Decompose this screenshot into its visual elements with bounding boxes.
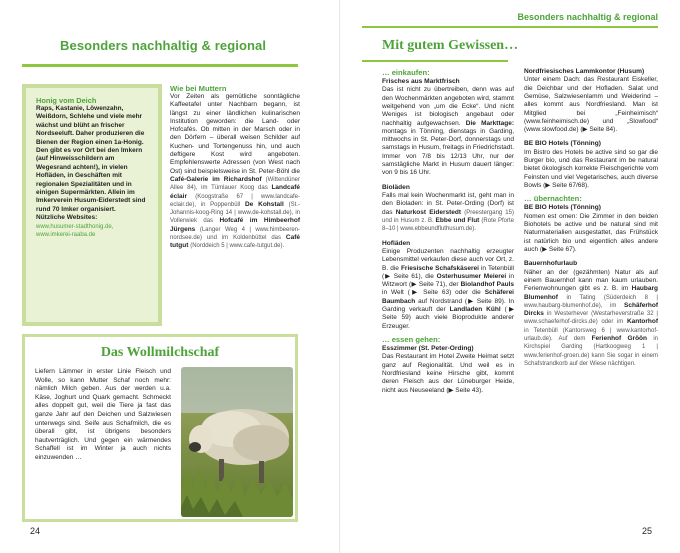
bebio-restaurant-subheading: BE BIO Hotels (Tönning)	[524, 140, 601, 148]
lammkontor-text: Unter einem Dach: das Restaurant Eiskeller, die Deichbar und der Hofladen. Salat und Gemüse, Salzwiesenlamm und Weiderind – alles kommt aus Nordfriesland. Man ist Mitglied bei „Feinheimisch“ (www.feinheimisch.de) und „Slowfood“ (www.slowfood.de) (▶ Seite 84).	[524, 76, 658, 134]
wollmilchschaf-box	[22, 334, 298, 522]
sidebar-links-label: Nützliche Websites:	[36, 214, 98, 222]
hofladen-name-5: Landladen Kühl	[449, 306, 505, 314]
right-page-title: Mit gutem Gewissen…	[382, 38, 519, 53]
cafe-ref-5: (Norddeich 5 | www.cafe-tutgut.de).	[190, 243, 285, 250]
bioladen-ref-1: (Preestergang 15) und in Husum z. B.	[382, 209, 514, 224]
bauernhof-name-4: Ferienhof Gröön	[591, 335, 654, 343]
bauernhof-name-2: Schäferhof Dircks	[524, 301, 658, 318]
left-page-number: 24	[30, 526, 41, 536]
hofladen-ref-3: in Welt (▶ Seite 63) oder die	[382, 289, 485, 297]
bauernhof-name-1: Haubarg Blumenhof	[524, 285, 658, 301]
hofladen-ref-4: auf Nordstrand (▶ Seite 89). In Garding verkauft der	[382, 297, 514, 314]
cafe-ref-2: (Koogstraße 67 | www.landcafe-eclair.de), in Poppenbüll	[170, 193, 300, 208]
hofladen-name-2: Osterhusumer Meierei	[436, 272, 509, 280]
bauernhof-intro: Näher an der (gezähmten) Natur als auf einem Bauernhof kann man kaum urlauben. Ferienwohnungen gibt es z. B. im	[524, 268, 658, 293]
cafe-name-3: De Kohstall	[244, 200, 289, 208]
hofladen-ref-1: in Tetenbüll (▶ Seite 61), die	[382, 264, 514, 280]
sheep-illustration	[181, 367, 293, 517]
hofladen-name-3: Biolandhof Pauls	[460, 281, 514, 289]
bauernhof-ref-3: in Tetenbüll (Kantorsweg 6 | www.kantorhof-urlaub.de). Auf dem	[524, 327, 658, 343]
running-head-rule	[362, 26, 658, 28]
bebio-hotel-subheading: BE BIO Hotels (Tönning)	[524, 204, 601, 212]
bioladen-intro: Falls mal kein Wochenmarkt ist, geht man in den Bioladen: in St. Peter-Ording (Dorf) ist das	[382, 192, 514, 216]
bioladen-subheading: Bioläden	[382, 183, 410, 191]
bioladen-text	[382, 192, 514, 233]
honey-sidebar-box	[22, 84, 162, 326]
running-head: Besonders nachhaltig & regional	[517, 12, 658, 22]
sidebar-link-1[interactable]: www.husumer-stadthonig.de,	[36, 223, 114, 230]
cafe-ref-1: (Wittendüner Allee 84), im Tümlauer Koog das	[170, 176, 300, 192]
cafe-name-1: Café-Galerie im Richardshof	[170, 175, 266, 183]
market-days-text: montags in Tönning, dienstags in Garding, mittwochs in St. Peter-Dorf, donnerstags und samstags in Husum, freitags in Friedrichstadt. Immer von 7/8 bis 12/13 Uhr, nur der samstägliche Markt in Husum dauert länger: von 9 bis 16 Uhr.	[382, 127, 514, 177]
cafe-ref-4: (Langer Weg 4 | www.himbeeren-nordsee.de) und im Koldenbüttel das	[170, 226, 300, 242]
esszimmer-text: Das Restaurant im Hotel Zweite Heimat setzt ganz auf Regionalität. Und weil es in Nordfriesland keine Hirsche gibt, kommt deren Fleisch aus der Lüneburger Heide, nicht aus Neuseeland (▶ Seite 43).	[382, 353, 514, 394]
right-title-rule	[362, 60, 508, 62]
markets-subheading: Frisches aus Marktfrisch	[382, 78, 460, 85]
cafe-article-heading: Wie bei Muttern	[170, 84, 227, 93]
sidebar-link-2[interactable]: www.imkerei-raaba.de	[36, 231, 96, 238]
cafe-name-5: Café tutgut	[170, 234, 300, 250]
bauernhof-name-3: Kantorhof	[626, 318, 658, 326]
market-days-label: Die Markttage:	[465, 119, 514, 127]
cafe-name-2: Landcafé éclair	[170, 184, 300, 200]
section-overnight-heading: … übernachten:	[524, 194, 582, 204]
bioladen-name-1: Naturkost Eiderstedt	[395, 208, 465, 216]
bauernhof-ref-1: in Tating (Süderdeich 8 | www.haubarg-blumenhof.de), im	[524, 294, 658, 309]
bauernhof-ref-2: in Westerhever (Westarheverstraße 32 | www.schaeferhof-dircks.de) oder im	[524, 311, 658, 326]
sidebar-text: Raps, Kastanie, Löwenzahn, Weißdorn, Schlehe und viele mehr wächst und blüht an frischer Nordseeluft. Daher produzieren die Bienen der Region einen 1a-Honig. Den gibt es vor Ort bei den Imkern (auf Hinweisschildern am Wegesrand achten!), in vielen Hofläden, in Geschäften mit regionalen Spezialitäten und in einigen Supermärkten. Allein im Imkerverein Husum-Eiderstedt sind rund 70 Imker organisiert.	[36, 105, 146, 213]
bioladen-name-2: Ebbe und Flut	[435, 216, 482, 224]
hofladen-intro: Einige Produzenten nachhaltig erzeugter Lebensmittel verkaufen diese auch vor Ort, z. B. die	[382, 247, 514, 272]
section-eating-heading: … essen gehen:	[382, 334, 441, 344]
wollmilchschaf-text: Liefern Lämmer in erster Linie Fleisch und Wolle, so kann Mutter Schaf noch mehr: nämlich Milch geben. Aus der werden u.a. Käse, Joghurt und Quark gemacht. Schmeckt alles doppelt gut, weil die Tiere ja fast das ganze Jahr auf den Deichen und Salzwiesen unterwegs sind. Seife aus Schafmilch, die es überall gibt, ist übrigens besonders hautverträglich. Und gegen ein wärmendes Schaffell ist im Winter ja auch nichts einzuwenden …	[35, 368, 171, 461]
cafe-p1: Vor Zeiten als gemütliche sonntägliche Kaffeetafel unter Nachbarn begann, ist längst zu einer ländlichen kulinarischen Institution geworden: die Land- oder Hofcafés. Ob mitten in der Marsch oder in den Dörfern – überall weisen Schilder auf Kuchen- und Tortengenuss hin, und auch deftigere Kost wird angeboten. Empfehlenswerte Adressen (von West nach Ost) sind beispielsweise in St. Peter-Böhl die	[170, 93, 300, 175]
left-page-title: Besonders nachhaltig & regional	[60, 38, 267, 53]
right-column-2	[524, 64, 658, 368]
bebio-restaurant-text: Im Bistro des Hotels be active sind so gar die Burger bio, und das Restaurant im be natural bietet ökologisch korrekte Fleischgerichte vom Feinsten und viel Vegetarisches, auch diverse Bowls (▶ Seite 67/68).	[524, 148, 658, 190]
hofladen-ref-5: (▶ Seite 59) auch viele Bioprodukte anderer Erzeuger.	[382, 306, 515, 330]
sheep-photo	[181, 367, 293, 517]
cafe-ref-3: (St.-Johannis-koog-Ring 14 | www.de-kohstall.de), in Vollerwiek das	[170, 201, 300, 225]
markets-text	[382, 86, 514, 177]
cafe-name-4: Hofcafé im Himbeerhof Jürgens	[170, 217, 300, 233]
bioladen-ref-2: (Rote Pforte 8–10 | www.ebbeundfluthusum.de).	[382, 217, 514, 233]
bauernhof-subheading: Bauernhofurlaub	[524, 260, 578, 268]
hofladen-ref-2: in Witzwort (▶ Seite 71), der	[382, 272, 514, 289]
bauernhof-ref-4: in Kirchspiel Garding (Hartkoogweg 1 | www.ferienhof-groen.de) kann Sie sogar in einem Schafstrandkorb auf der Wiese nächtigen.	[524, 336, 658, 367]
cafe-article	[170, 84, 300, 251]
hofladen-name-4: Schäferei Baumbach	[382, 289, 514, 305]
wollmilchschaf-title: Das Wollmilchschaf	[100, 345, 220, 360]
bebio-hotel-text: Nomen est omen: Die Zimmer in den beiden Biohotels be active und be natural sind mit Naturmaterialien ausgestattet, das Frühstück ist natürlich bio und eigentlich alles andere auch (▶ Seite 67).	[524, 212, 658, 253]
bauernhof-text	[524, 269, 658, 369]
hofladen-subheading: Hofläden	[382, 239, 411, 247]
left-title-rule	[22, 64, 298, 67]
right-page-number: 25	[642, 526, 653, 536]
markets-intro: Das ist nicht zu übertreiben, denn was auf den Wochenmärkten angeboten wird, stammt weitgehend von „um die Ecke“. Und nicht Weniges ist biologisch angebaut oder nachhaltig aufgewachsen.	[382, 86, 514, 127]
sidebar-title: Honig vom Deich	[36, 96, 97, 105]
lammkontor-subheading: Nordfriesisches Lammkontor (Husum)	[524, 68, 645, 75]
cafe-article-body	[170, 93, 300, 251]
hofladen-name-1: Friesische Schafskäserei	[400, 264, 481, 272]
section-shopping-heading: … einkaufen:	[382, 68, 430, 77]
hofladen-text	[382, 248, 514, 331]
right-column-1	[382, 64, 514, 395]
esszimmer-subheading: Esszimmer (St. Peter-Ording)	[382, 344, 474, 352]
